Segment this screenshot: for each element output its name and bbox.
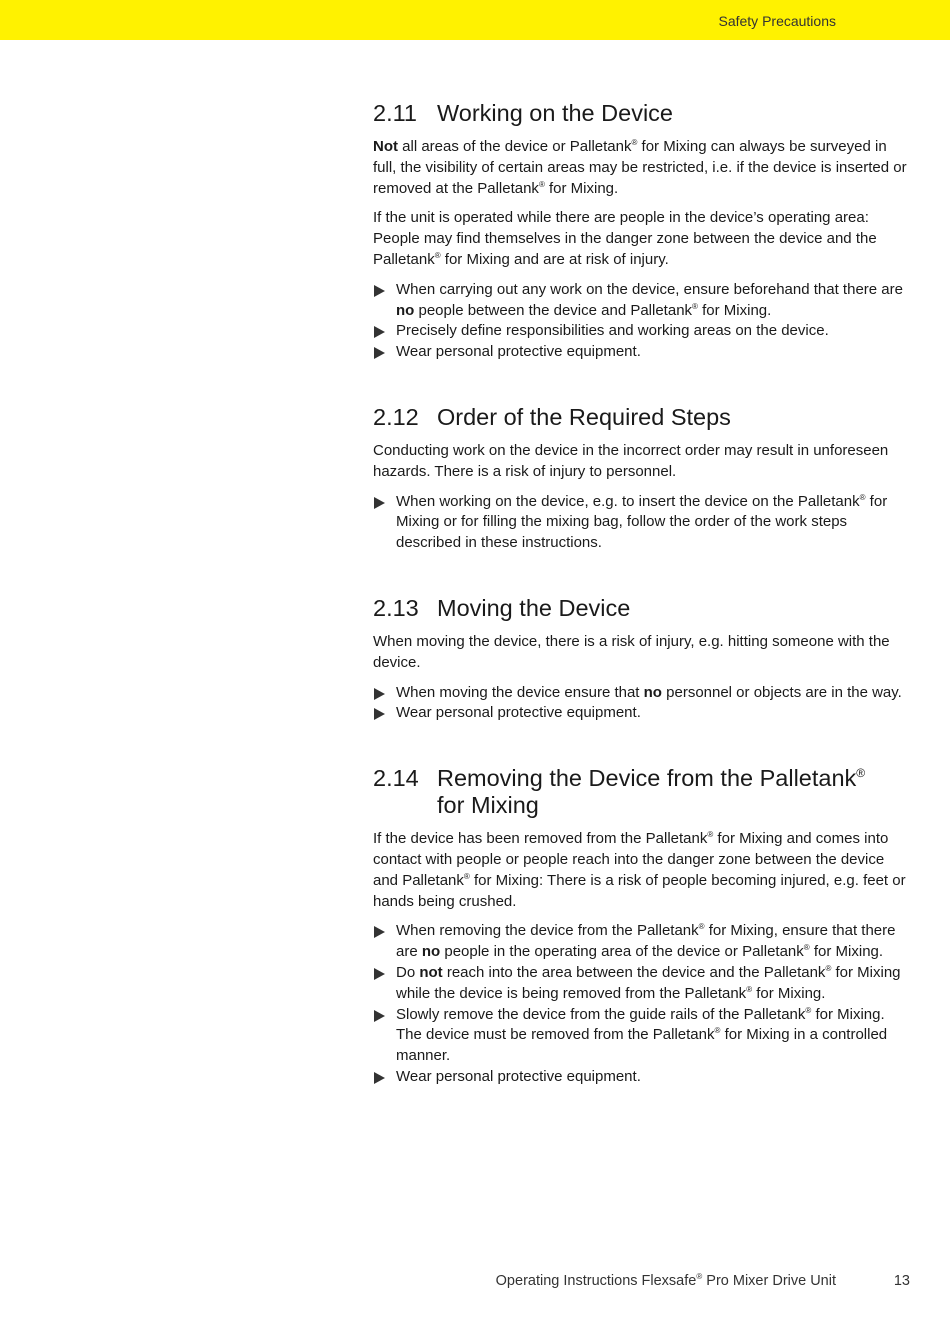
paragraph: Conducting work on the device in the incorrect order may result in unforeseen hazards. There is a risk of injury to personnel. — [373, 441, 889, 480]
emphasis: no — [396, 301, 415, 319]
registered-mark: ® — [692, 301, 698, 311]
text: When removing the device from the Palletank — [396, 922, 699, 940]
text: When moving the device ensure that — [396, 683, 644, 701]
triangle-bullet-icon — [374, 347, 385, 359]
section-number: 2.14 — [373, 765, 419, 792]
text: for Mixing, ensure that there are — [396, 922, 896, 961]
list-item — [373, 683, 913, 704]
list-item — [373, 963, 913, 1005]
registered-mark: ® — [463, 871, 470, 881]
registered-mark: ® — [631, 138, 638, 147]
text: for Mixing in a controlled manner. — [396, 1026, 888, 1065]
text: for Mixing. — [809, 943, 884, 961]
list-item — [373, 1067, 913, 1088]
text: all areas of the device or Palletank — [398, 138, 632, 155]
text: for Mixing. — [697, 301, 772, 319]
text: personnel or objects are in the way. — [661, 683, 902, 701]
triangle-bullet-icon — [374, 1010, 385, 1022]
section-number: 2.13 — [373, 594, 419, 621]
text: When carrying out any work on the device, ensure beforehand that there are — [396, 280, 903, 298]
text: Slowly remove the device from the guide rails of the Palletank — [396, 1005, 806, 1023]
text: for Mixing can always be surveyed in full, the visibility of certain areas may be restricted, i.e. if the device is inserted or removed at the Palletank — [373, 138, 907, 197]
text: Precisely define responsibilities and working areas on the device. — [396, 322, 829, 340]
instruction-list — [373, 921, 913, 1087]
registered-mark: ® — [859, 492, 866, 502]
triangle-bullet-icon — [374, 326, 385, 338]
instruction-list — [373, 683, 913, 725]
header-bar — [0, 0, 950, 40]
section-2-14 — [373, 765, 913, 1088]
instruction-list — [373, 280, 913, 363]
emphasis: no — [643, 683, 662, 701]
footer-document-title — [496, 1273, 836, 1289]
registered-mark: ® — [714, 1026, 721, 1036]
registered-mark: ® — [696, 1272, 703, 1282]
section-number: 2.12 — [373, 403, 419, 430]
paragraph — [373, 137, 913, 199]
text: If the unit is operated while there are people in the device’s operating area: People may find themselves in the danger zone between the device and the Palletank — [373, 209, 877, 268]
section-number: 2.11 — [373, 100, 417, 126]
emphasis: no — [421, 943, 441, 961]
list-item — [373, 703, 913, 724]
section-title: Working on the Device — [437, 100, 673, 126]
text: for Mixing and are at risk of injury. — [440, 250, 669, 268]
text: If the device has been removed from the Palletank — [373, 830, 708, 848]
instruction-list — [373, 492, 913, 554]
section-title: Moving the Device — [437, 594, 631, 621]
text: Do — [396, 963, 420, 981]
section-heading — [373, 100, 913, 127]
text: Pro Mixer Drive Unit — [702, 1273, 836, 1289]
list-item — [373, 1005, 913, 1067]
list-item — [373, 280, 913, 322]
text: reach into the area between the device and the Palletank — [442, 963, 826, 981]
registered-mark: ® — [746, 984, 753, 994]
text: people in the operating area of the device or Palletank — [440, 943, 804, 961]
text: people between the device and Palletank — [414, 301, 693, 319]
paragraph — [373, 829, 913, 912]
paragraph — [373, 208, 913, 270]
registered-mark: ® — [698, 922, 705, 932]
text: for Mixing. — [752, 984, 826, 1002]
emphasis: not — [419, 963, 443, 981]
triangle-bullet-icon — [374, 968, 385, 980]
text: for Mixing. The device must be removed from the Palletank — [396, 1005, 885, 1044]
registered-mark: ® — [538, 179, 545, 189]
registered-mark: ® — [803, 943, 810, 953]
section-2-13 — [373, 595, 913, 724]
section-title: Order of the Required Steps — [437, 403, 731, 430]
text: When working on the device, e.g. to insert the device on the Palletank — [396, 492, 860, 510]
list-item — [373, 921, 913, 963]
triangle-bullet-icon — [374, 926, 385, 938]
registered-mark: ® — [805, 1005, 812, 1015]
emphasis: Not — [373, 138, 398, 155]
list-item — [373, 321, 913, 342]
triangle-bullet-icon — [374, 285, 385, 297]
text: for Mixing or for filling the mixing bag, follow the order of the work steps described in these instructions. — [396, 492, 888, 552]
text: Removing the Device from the Palletank — [437, 765, 857, 792]
triangle-bullet-icon — [374, 688, 385, 700]
text: for Mixing and comes into contact with people or people reach into the danger zone between the device and Palletank — [373, 830, 889, 889]
triangle-bullet-icon — [374, 497, 385, 509]
registered-mark: ® — [856, 766, 866, 781]
section-heading — [373, 765, 913, 819]
registered-mark: ® — [434, 250, 441, 260]
header-section-label: Safety Precautions — [718, 13, 836, 29]
page-number: 13 — [893, 1273, 910, 1289]
list-item — [373, 342, 913, 363]
section-2-12 — [373, 404, 913, 554]
section-title — [437, 765, 913, 819]
text: Wear personal protective equipment. — [396, 343, 641, 361]
paragraph: When moving the device, there is a risk of injury, e.g. hitting someone with the device. — [373, 632, 890, 671]
section-heading — [373, 404, 913, 431]
triangle-bullet-icon — [374, 1072, 385, 1084]
registered-mark: ® — [825, 963, 832, 973]
text: for Mixing while the device is being removed from the Palletank — [396, 963, 901, 1002]
text: Operating Instructions Flexsafe — [495, 1273, 697, 1289]
text: for Mixing: There is a risk of people becoming injured, e.g. feet or hands being crushed. — [373, 871, 906, 910]
text: Wear personal protective equipment. — [396, 704, 641, 722]
text: for Mixing — [437, 792, 539, 819]
section-heading — [373, 595, 913, 622]
section-2-11 — [373, 100, 913, 363]
text: for Mixing. — [544, 179, 619, 197]
registered-mark: ® — [707, 830, 714, 840]
triangle-bullet-icon — [374, 708, 385, 720]
page-content — [373, 100, 913, 1088]
text: Wear personal protective equipment. — [396, 1067, 641, 1085]
list-item — [373, 492, 913, 554]
